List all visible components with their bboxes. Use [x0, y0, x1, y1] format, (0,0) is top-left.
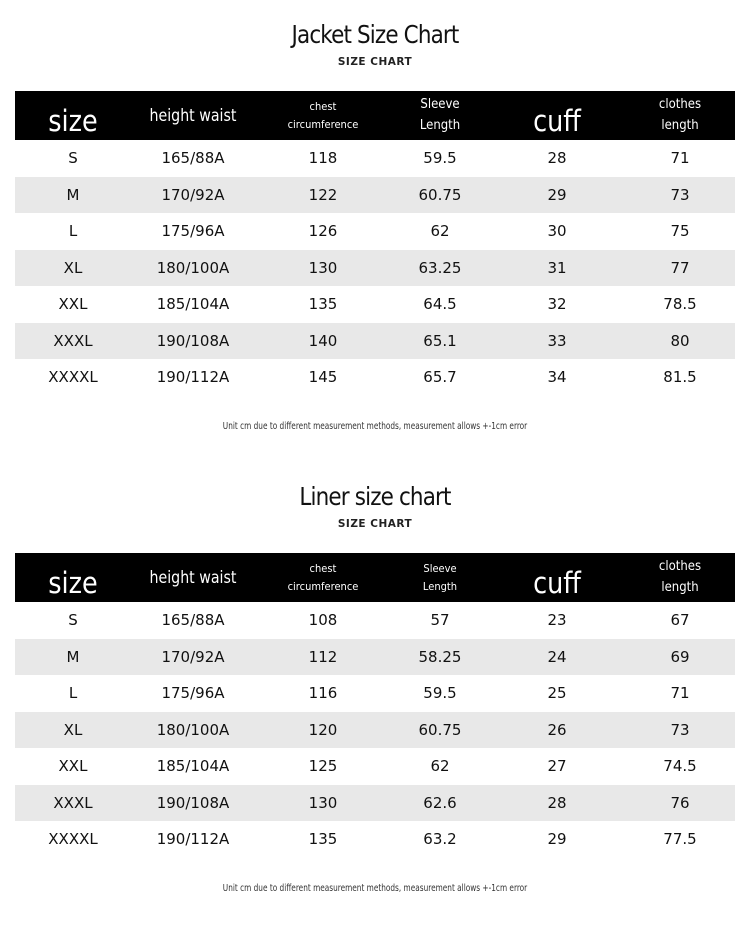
cell-cuff: 29 — [547, 830, 567, 849]
table-row — [15, 286, 735, 323]
cell-cuff: 31 — [547, 258, 567, 277]
cell-sleeve-length: 60.75 — [418, 185, 462, 204]
table-row — [15, 639, 735, 676]
cell-size: XXXL — [53, 793, 93, 812]
table-row — [15, 821, 735, 858]
table-row — [15, 250, 735, 287]
cell-sleeve-length: 60.75 — [418, 720, 462, 739]
cell-sleeve-length: 59.5 — [423, 149, 457, 168]
cell-chest: 135 — [308, 295, 338, 314]
header-cuff: cuff — [533, 566, 581, 601]
table-header — [15, 91, 735, 140]
cell-chest: 145 — [308, 368, 338, 387]
cell-clothes-length: 81.5 — [663, 368, 697, 387]
cell-sleeve-length: 65.7 — [423, 368, 457, 387]
header-clothes-line2: length — [661, 117, 699, 133]
cell-size: S — [68, 149, 78, 168]
chart-title: Liner size chart — [299, 482, 451, 511]
cell-size: XXL — [58, 295, 88, 314]
header-chest-line2: circumference — [287, 579, 359, 593]
header-clothes-length — [631, 91, 730, 140]
cell-height-waist: 175/96A — [161, 684, 225, 703]
header-height-waist: height waist — [149, 567, 237, 587]
size-table — [15, 91, 735, 396]
chart-subtitle: SIZE CHART — [337, 56, 413, 68]
header-sleeve — [396, 553, 484, 602]
cell-sleeve-length: 62.6 — [423, 793, 457, 812]
cell-cuff: 26 — [547, 720, 567, 739]
cell-size: XXL — [58, 757, 88, 776]
table-row — [15, 177, 735, 214]
cell-chest: 112 — [308, 647, 338, 666]
cell-clothes-length: 75 — [670, 222, 690, 241]
cell-clothes-length: 69 — [670, 647, 690, 666]
measurement-note: Unit cm due to different measurement methods, measurement allows +-1cm error — [222, 421, 528, 432]
header-cuff: cuff — [533, 104, 581, 139]
chart-subtitle: SIZE CHART — [337, 518, 413, 530]
cell-size: XXXXL — [48, 830, 98, 849]
cell-cuff: 23 — [547, 611, 567, 630]
cell-size: XL — [63, 720, 83, 739]
cell-sleeve-length: 59.5 — [423, 684, 457, 703]
cell-sleeve-length: 63.2 — [423, 830, 457, 849]
cell-chest: 108 — [308, 611, 338, 630]
table-body — [15, 140, 735, 396]
cell-height-waist: 190/112A — [156, 368, 230, 387]
cell-chest: 126 — [308, 222, 338, 241]
header-chest — [262, 553, 384, 602]
table-row — [15, 602, 735, 639]
cell-chest: 130 — [308, 793, 338, 812]
cell-clothes-length: 77.5 — [663, 830, 697, 849]
cell-height-waist: 190/108A — [156, 793, 230, 812]
cell-size: L — [68, 222, 78, 241]
cell-cuff: 33 — [547, 331, 567, 350]
measurement-note: Unit cm due to different measurement methods, measurement allows +-1cm error — [222, 883, 528, 894]
cell-cuff: 28 — [547, 793, 567, 812]
cell-clothes-length: 73 — [670, 185, 690, 204]
table-row — [15, 213, 735, 250]
table-body — [15, 602, 735, 858]
cell-clothes-length: 76 — [670, 793, 690, 812]
cell-size: XXXL — [53, 331, 93, 350]
cell-clothes-length: 73 — [670, 720, 690, 739]
cell-chest: 118 — [308, 149, 338, 168]
cell-size: XL — [63, 258, 83, 277]
header-chest-line2: circumference — [287, 117, 359, 131]
cell-sleeve-length: 63.25 — [418, 258, 462, 277]
cell-sleeve-length: 58.25 — [418, 647, 462, 666]
cell-chest: 120 — [308, 720, 338, 739]
cell-sleeve-length: 65.1 — [423, 331, 457, 350]
cell-sleeve-length: 62 — [430, 757, 450, 776]
cell-chest: 116 — [308, 684, 338, 703]
table-row — [15, 712, 735, 749]
cell-chest: 122 — [308, 185, 338, 204]
header-clothes-line2: length — [661, 579, 699, 595]
header-sleeve-line1: Sleeve — [420, 97, 460, 113]
cell-cuff: 30 — [547, 222, 567, 241]
table-row — [15, 748, 735, 785]
table-header — [15, 553, 735, 602]
cell-sleeve-length: 57 — [430, 611, 450, 630]
cell-height-waist: 180/100A — [156, 720, 230, 739]
cell-cuff: 29 — [547, 185, 567, 204]
chart-title: Jacket Size Chart — [291, 20, 459, 49]
cell-height-waist: 165/88A — [161, 611, 225, 630]
cell-height-waist: 190/112A — [156, 830, 230, 849]
size-table — [15, 553, 735, 858]
cell-height-waist: 170/92A — [161, 185, 225, 204]
header-chest-line1: chest — [309, 562, 337, 576]
cell-height-waist: 170/92A — [161, 647, 225, 666]
cell-size: M — [66, 185, 80, 204]
cell-size: L — [68, 684, 78, 703]
cell-height-waist: 185/104A — [156, 757, 230, 776]
cell-clothes-length: 71 — [670, 684, 690, 703]
cell-chest: 140 — [308, 331, 338, 350]
header-sleeve-line2: Length — [422, 579, 458, 593]
header-size: size — [48, 566, 98, 601]
cell-clothes-length: 74.5 — [663, 757, 697, 776]
cell-height-waist: 185/104A — [156, 295, 230, 314]
cell-sleeve-length: 62 — [430, 222, 450, 241]
header-chest — [262, 91, 384, 140]
table-row — [15, 785, 735, 822]
cell-cuff: 34 — [547, 368, 567, 387]
cell-size: S — [68, 611, 78, 630]
header-sleeve-line2: Length — [419, 117, 461, 133]
cell-clothes-length: 77 — [670, 258, 690, 277]
table-row — [15, 359, 735, 396]
header-sleeve-line1: Sleeve — [423, 562, 457, 576]
cell-chest: 130 — [308, 258, 338, 277]
cell-cuff: 25 — [547, 684, 567, 703]
cell-height-waist: 165/88A — [161, 149, 225, 168]
header-clothes-line1: clothes — [658, 97, 702, 113]
table-row — [15, 140, 735, 177]
header-height-waist: height waist — [149, 105, 237, 125]
cell-clothes-length: 71 — [670, 149, 690, 168]
cell-clothes-length: 80 — [670, 331, 690, 350]
header-clothes-line1: clothes — [658, 559, 702, 575]
cell-height-waist: 180/100A — [156, 258, 230, 277]
cell-size: M — [66, 647, 80, 666]
cell-clothes-length: 78.5 — [663, 295, 697, 314]
table-row — [15, 323, 735, 360]
cell-height-waist: 190/108A — [156, 331, 230, 350]
header-sleeve — [396, 91, 484, 140]
cell-sleeve-length: 64.5 — [423, 295, 457, 314]
cell-cuff: 32 — [547, 295, 567, 314]
cell-cuff: 27 — [547, 757, 567, 776]
cell-chest: 125 — [308, 757, 338, 776]
cell-size: XXXXL — [48, 368, 98, 387]
cell-cuff: 24 — [547, 647, 567, 666]
header-clothes-length — [631, 553, 730, 602]
cell-clothes-length: 67 — [670, 611, 690, 630]
cell-chest: 135 — [308, 830, 338, 849]
table-row — [15, 675, 735, 712]
cell-height-waist: 175/96A — [161, 222, 225, 241]
header-size: size — [48, 104, 98, 139]
cell-cuff: 28 — [547, 149, 567, 168]
header-chest-line1: chest — [309, 100, 337, 114]
